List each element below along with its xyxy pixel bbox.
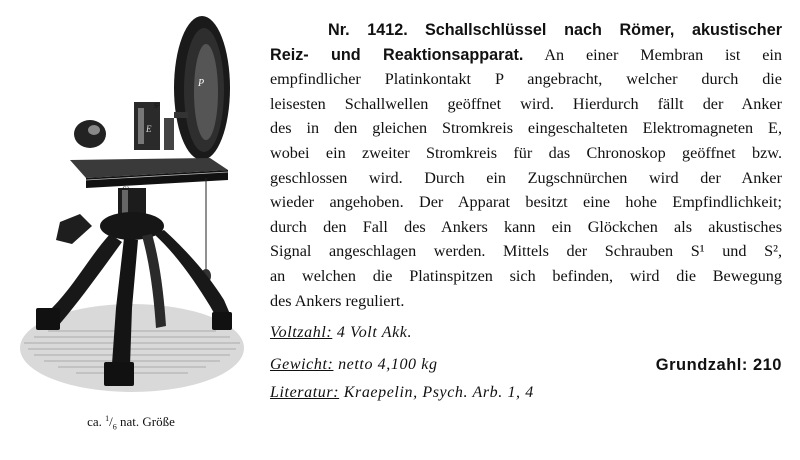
weight-value: netto 4,100 kg xyxy=(338,356,438,373)
literature-value: Kraepelin, Psych. Arb. 1, 4 xyxy=(343,384,534,401)
caption-prefix: ca. xyxy=(87,414,106,429)
apparatus-drawing xyxy=(14,8,246,400)
apparatus-illustration xyxy=(14,8,246,400)
label-e: E xyxy=(146,124,152,134)
literature-label: Literatur: xyxy=(270,384,340,401)
description-line-9: durch den Fall des Ankers kann ein Glöckchen als akustisches xyxy=(270,217,782,236)
grundzahl: Grundzahl: 210 xyxy=(655,356,782,374)
description-line-7: geschlossen wird. Durch ein Zugschnürchen wird der Anker xyxy=(270,168,782,187)
description-line-5: des in den gleichen Stromkreis eingeschalteten Elektromagneten E, xyxy=(270,119,782,138)
label-p: P xyxy=(198,78,205,89)
side-screw xyxy=(56,214,92,244)
caption-suffix: nat. Größe xyxy=(116,414,175,429)
item-number: Nr. 1412. xyxy=(328,21,408,39)
description-line-4: leisesten Schallwellen geöffnet wird. Hierdurch fällt der Anker xyxy=(270,94,782,113)
description-line-12: des Ankers reguliert. xyxy=(270,291,405,310)
voltage-label: Voltzahl: xyxy=(270,324,333,341)
description-line-8: wieder angehoben. Der Apparat besitzt eine hohe Empfindlichkeit; xyxy=(270,193,782,212)
description-line-11: an welchen die Platinspitzen sich befinden, wird die Bewegung xyxy=(270,266,782,285)
bell xyxy=(74,120,106,148)
description-line-3: empfindlicher Platinkontakt P angebracht, welcher durch die xyxy=(270,70,782,89)
description-block xyxy=(270,18,782,313)
voltage-row xyxy=(270,324,782,342)
description-line-1 xyxy=(270,18,782,43)
description-line-10: Signal angeschlagen werden. Mittels der Schrauben S¹ und S², xyxy=(270,242,782,261)
label-s1: S¹ xyxy=(154,102,160,110)
description-line-2-rest: An einer Membran ist ein xyxy=(523,45,782,64)
description-line-2 xyxy=(270,43,782,68)
voltage-value: 4 Volt Akk. xyxy=(336,324,413,341)
item-title-part-1: Schallschlüssel nach Römer, akustischer xyxy=(424,21,782,39)
caption-fraction-numerator: 1 xyxy=(105,414,110,423)
item-title-part-2: Reiz- und Reaktionsapparat. xyxy=(270,45,524,64)
description-line-6: wobei ein zweiter Stromkreis für das Chronoskop geöffnet bzw. xyxy=(270,143,782,162)
literature-row xyxy=(270,384,782,402)
weight-label: Gewicht: xyxy=(270,356,334,373)
caption-fraction-denominator: 6 xyxy=(112,422,117,432)
figure-caption: ca. $^1/_6$ nat. Größe xyxy=(87,414,175,432)
